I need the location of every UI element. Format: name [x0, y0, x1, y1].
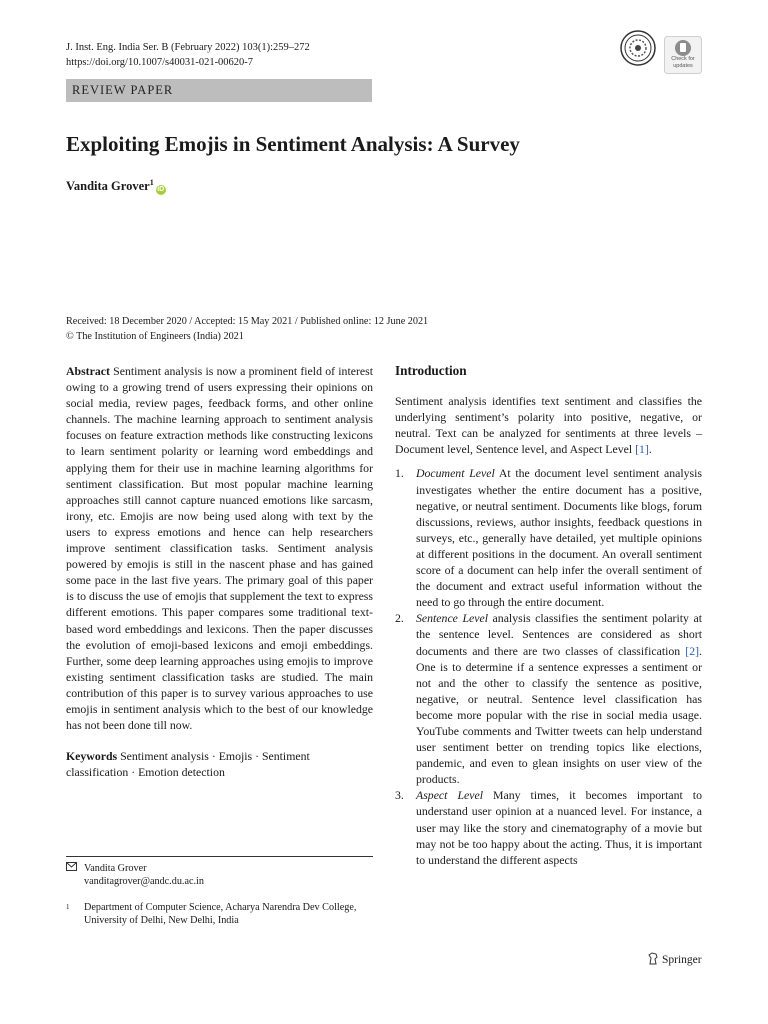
author-affiliation-mark: 1: [149, 178, 154, 187]
list-item-lead: Document Level: [416, 466, 495, 481]
list-item-number: 1.: [395, 466, 404, 481]
list-item-lead: Aspect Level: [416, 788, 484, 803]
abstract-text: Sentiment analysis is now a prominent field of interest owing to a growing trend of users expressing their opinions on social media, review pages, feedback forms, and other online channels. The machine learning approach to sentiment analysis focuses on feature extraction methods like constructing lexicons to learn sentiment polarity or learning word embeddings and applying them for their use in machine learning algorithms for sentiment classification. But most popular machine learning approaches still cannot capture nuanced emotions like sarcasm, irony, etc. Emojis are now being used along with text by the users to express emotions and hence can help researchers improve sentiment classification tasks. Sentiment analysis powered by emojis is still in the nascent phase and has gained some pace in the last five years. The primary goal of this paper is to discuss the use of emojis that supplement the text to express different emotions. This paper compares some traditional text-based word embeddings and lexicons. Then the paper discusses the evolution of emoji-based lexicons and emoji embeddings. Further, some deep learning approaches using emojis to improve existing sentiment classification tasks are studied. The main contribution of this paper is to survey various approaches to use emojis in sentiment analysis which to the best of our knowledge has not been done till now.: [66, 364, 374, 733]
author-name: Vandita Grover: [66, 179, 150, 194]
keywords: [66, 748, 373, 780]
badge-line-1: Check for: [671, 56, 695, 62]
intro-paragraph-end: .: [648, 442, 652, 457]
section-band: [66, 79, 372, 102]
springer-horse-icon: [647, 952, 659, 965]
affiliation-number: 1: [66, 903, 70, 911]
institution-seal-icon: [620, 30, 656, 66]
dates-line: Received: 18 December 2020 / Accepted: 15 May 2021 / Published online: 12 June 2021: [66, 316, 429, 327]
affiliation-text: Department of Computer Science, Acharya Narendra Dev College, University of Delhi, New Delhi, India: [84, 902, 357, 926]
badge-line-2: updates: [673, 62, 693, 69]
footnotes: [66, 862, 373, 927]
journal-info: [66, 40, 310, 70]
footnote-divider: [66, 856, 373, 857]
list-item: [395, 465, 702, 610]
affiliation: [66, 901, 373, 927]
list-item-text: At the document level sentiment analysis investigates whether the entire document has a positive, negative, or neutral sentiment. Documents like blogs, forum discussions, reviews, author insights, feedback questions in surveys, etc., generally have detailed, yet multiple opinions at different positions in the document. An overall sentiment score of a document can help infer the overall sentiment of the document and extract useful information without the need to go through the entire document.: [416, 466, 702, 610]
corresponding-author: [66, 862, 373, 888]
list-item-number: 3.: [395, 788, 404, 803]
list-item-lead: Sentence Level: [416, 611, 489, 626]
check-for-updates-badge[interactable]: [664, 36, 702, 74]
list-item-text-cont: . One is to determine if a sentence expresses a sentiment or not and the other to classify the sentence as positive, negative, or neutral. Sentence level classification has become more popular with the rise in social media usage. YouTube comments and Twitter tweets can help understand user sentiment better on trending topics like elections, pandemic, and even to glean insights on user view of the products.: [416, 643, 702, 787]
right-column: [395, 363, 702, 868]
publisher-name: Springer: [662, 954, 702, 966]
keywords-text: Sentiment analysis · Emojis · Sentiment classification · Emotion detection: [66, 749, 310, 780]
list-item-text: analysis classifies the sentiment polarity at the sentence level. Sentences are considered as short documents and there are two classes of classification: [416, 611, 702, 658]
paper-title: Exploiting Emojis in Sentiment Analysis: A Survey: [66, 132, 520, 156]
list-item-number: 2.: [395, 611, 404, 626]
intro-paragraph: [395, 393, 702, 457]
journal-citation: J. Inst. Eng. India Ser. B (February 2022) 103(1):259–272: [66, 42, 310, 53]
citation-link[interactable]: [1]: [635, 442, 649, 457]
corresponding-email[interactable]: vanditagrover@andc.du.ac.in: [84, 876, 204, 887]
envelope-icon: [66, 862, 84, 888]
corresponding-name: Vandita Grover: [84, 863, 147, 874]
citation-link[interactable]: [2]: [685, 643, 700, 658]
keywords-label: Keywords: [66, 749, 118, 764]
left-column: [66, 363, 373, 780]
abstract-label: Abstract: [66, 364, 110, 378]
list-item-text: Many times, it becomes important to understand user opinion at a nuanced level. For instance, a user may like the story and cinematography of a movie but may not be too happy about the acting. Thus, it is important to understand the different aspects: [416, 788, 702, 867]
intro-paragraph-text: Sentiment analysis identifies text sentiment and classifies the underlying sentiment’s polarity into positive, negative, or neutral. Text can be analyzed for sentiments at three levels – Document level, Sentence level, and Aspect Level: [395, 394, 702, 457]
list-item: [395, 787, 702, 867]
copyright-line: © The Institution of Engineers (India) 2021: [66, 331, 244, 342]
publication-dates: [66, 314, 428, 344]
abstract: [66, 363, 373, 733]
list-item: [395, 610, 702, 787]
section-heading-introduction: Introduction: [395, 363, 467, 378]
levels-list: [395, 465, 702, 867]
orcid-icon[interactable]: iD: [157, 186, 165, 194]
article-type-label: REVIEW PAPER: [72, 83, 174, 97]
author-line: [66, 178, 166, 195]
doi-link[interactable]: https://doi.org/10.1007/s40031-021-00620-7: [66, 57, 254, 68]
publisher-mark: [647, 952, 702, 966]
